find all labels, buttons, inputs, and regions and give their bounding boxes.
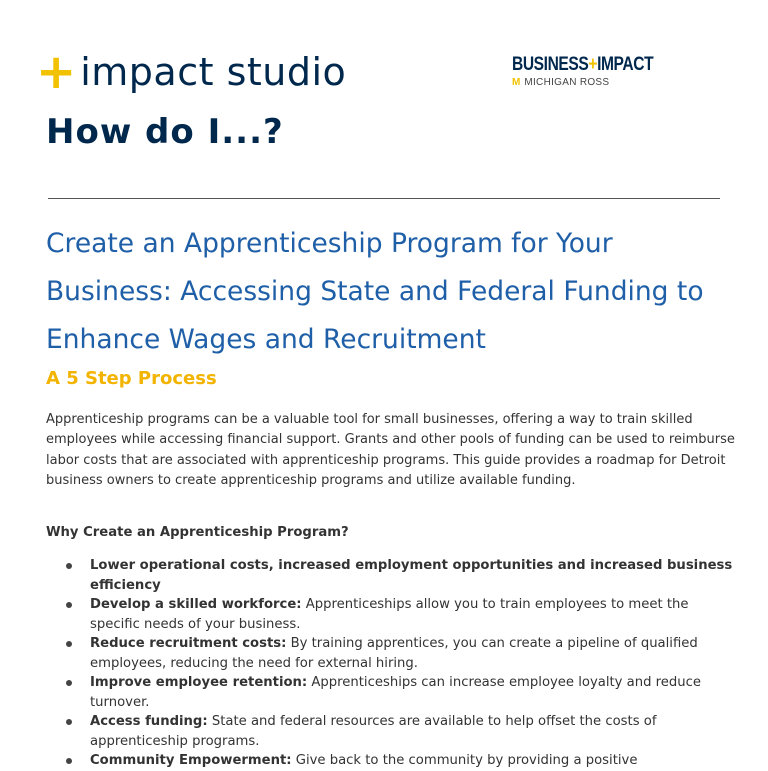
list-item-text: State and federal resources are available to help offset the costs of apprenticeship programs. — [90, 714, 657, 749]
list-item-bold: Improve employee retention: — [90, 675, 308, 690]
document-subtitle: A 5 Step Process — [46, 368, 217, 389]
partner-school-name: MICHIGAN ROSS — [524, 77, 610, 88]
list-item-bold: Reduce recruitment costs: — [90, 636, 287, 651]
bullet-icon — [66, 680, 72, 686]
list-item-bold: Access funding: — [90, 714, 208, 729]
bullet-icon — [66, 758, 72, 764]
page-heading: How do I...? — [46, 112, 284, 152]
list-item — [66, 712, 736, 751]
intro-paragraph: Apprenticeship programs can be a valuable tool for small businesses, offering a way to train skilled employees while accessing financial support. Grants and other pools of funding can be used to reimburse labor costs that are associated with apprenticeship programs. This guide provides a roadmap for Detroit business owners to create apprenticeship programs and utilize available funding. — [46, 412, 735, 488]
list-item-text: Apprenticeships allow you to train employees to meet the specific needs of your business. — [90, 597, 689, 632]
list-item — [66, 556, 736, 595]
bullet-icon — [66, 719, 72, 725]
brand-name: impact studio — [80, 50, 347, 94]
impact-studio-logo — [36, 44, 347, 100]
partner-word-business: BUSINESS — [512, 54, 589, 75]
list-item-text: Apprenticeships can increase employee loyalty and reduce turnover. — [90, 675, 702, 710]
list-item — [66, 634, 736, 673]
business-impact-logo — [512, 54, 684, 88]
list-item-bold: Develop a skilled workforce: — [90, 597, 302, 612]
partner-wordmark — [512, 54, 653, 76]
bullet-icon — [66, 602, 72, 608]
list-item-text: Give back to the community by providing a positive — [291, 753, 638, 768]
list-item — [66, 673, 736, 712]
michigan-m-icon: M — [512, 77, 521, 88]
benefits-list — [66, 556, 736, 771]
partner-word-impact: IMPACT — [597, 54, 654, 75]
partner-school-line — [512, 77, 684, 88]
list-item-bold: Lower operational costs, increased employment opportunities and increased business efficiency — [90, 558, 733, 593]
partner-plus-icon: + — [588, 54, 598, 75]
bullet-icon — [66, 563, 72, 569]
list-item-bold: Community Empowerment: — [90, 753, 292, 768]
bullet-icon — [66, 641, 72, 647]
list-item — [66, 595, 736, 634]
divider — [48, 198, 720, 199]
document-title: Create an Apprenticeship Program for Your Business: Accessing State and Federal Funding to Enhance Wages and Recruitment — [46, 228, 704, 355]
plus-icon: + — [36, 44, 77, 100]
list-item-text: By training apprentices, you can create a pipeline of qualified employees, reducing the need for external hiring. — [90, 636, 698, 671]
section-heading-why: Why Create an Apprenticeship Program? — [46, 525, 349, 540]
